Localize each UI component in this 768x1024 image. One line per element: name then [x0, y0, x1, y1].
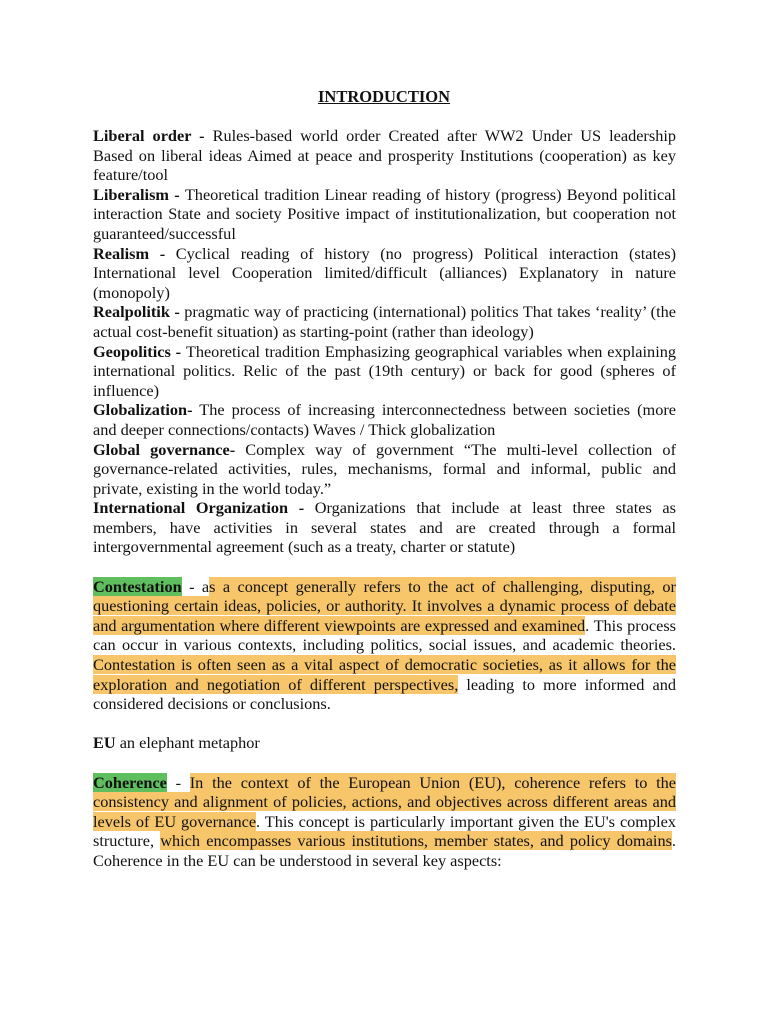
definition-text: Cyclical reading of history (no progress) Political interaction (states) International level Cooperation limited/difficult (alliances) Explanatory in nature (monopoly) — [93, 243, 677, 302]
highlighted-text: Contestation is often seen as a vital aspect of democratic societies, as it allows for the exploration and negotiation of different perspectives, — [93, 655, 676, 694]
definition-globalization — [93, 400, 676, 439]
paragraph-gap — [93, 753, 676, 773]
definition-international-organization: International Organization - Organizations that include at least three states as members, have activities in several states and are created through a formal intergovernmental agreement (such as a treaty, charter or statute) — [93, 498, 676, 557]
definition-realism: Realism - Cyclical reading of history (no progress) Political interaction (states) International level Cooperation limited/difficult (alliances) Explanatory in nature (monopoly) — [93, 243, 677, 302]
definition-text: Theoretical tradition Linear reading of history (progress) Beyond political interaction State and society Positive impact of institutionalization, but cooperation not guaranteed/successful — [93, 184, 677, 243]
term: Realism — [93, 243, 150, 263]
definition-liberal-order: Liberal order - Rules-based world order Created after WW2 Under US leadership Based on liberal ideas Aimed at peace and prosperity Institutions (cooperation) as key feature/tool — [93, 126, 676, 185]
term: Liberal order — [93, 126, 192, 145]
definition-text: Rules-based world order Created after WW2 Under US leadership Based on liberal ideas Aimed at peace and prosperity Institutions (cooperation) as key feature/tool — [93, 126, 676, 185]
definition-geopolitics: Geopolitics - Theoretical tradition Emphasizing geographical variables when explaining international politics. Relic of the past (19th century) or back for good (spheres of influence) — [93, 341, 676, 400]
definition-text: Complex way of government “The multi-level collection of governance-related activities, rules, mechanisms, formal and informal, public and private, existing in the world today.” — [93, 439, 676, 498]
definition-realpolitik: Realpolitik - pragmatic way of practicing (international) politics That takes ‘reality’ (the actual cost-benefit situation) as starting-point (rather than ideology) — [93, 302, 676, 341]
definition-text: The process of increasing interconnectedness between societies (more and deeper connections/contacts) Waves / Thick globalization — [93, 400, 676, 439]
term: Liberalism — [93, 184, 169, 204]
contestation-paragraph: Contestation - as a concept generally refers to the act of challenging, disputing, or questioning certain ideas, policies, or authority. It involves a dynamic process of debate and argumentation where different viewpoints are expressed and examined. This process can occur in various contexts, including politics, social issues, and academic theories. Contestation is often seen as a vital aspect of democratic societies, as it allows for the exploration and negotiation of different perspectives, leading to more informed and considered decisions or conclusions. — [93, 576, 676, 714]
term: Geopolitics — [93, 341, 171, 361]
coherence-term: Coherence — [93, 772, 167, 792]
term: Realpolitik — [93, 302, 170, 322]
definition-global-governance — [93, 440, 676, 499]
highlighted-text: s a concept generally refers to the act of challenging, disputing, or questioning certain ideas, policies, or authority. It involves a dynamic process of debate and argumentation where different viewpoints are expressed and examined — [93, 576, 676, 635]
definition-text: pragmatic way of practicing (international) politics That takes ‘reality’ (the actual cost-benefit situation) as starting-point (rather than ideology) — [93, 302, 676, 341]
paragraph-gap — [93, 714, 676, 734]
page-title: INTRODUCTION — [317, 87, 451, 106]
term: International Organization — [93, 498, 289, 518]
definition-liberalism: Liberalism - Theoretical tradition Linear reading of history (progress) Beyond political interaction State and society Positive impact of institutionalization, but cooperation not guaranteed/successful — [93, 184, 677, 243]
term: Global governance- — [93, 439, 236, 459]
eu-paragraph: EU an elephant metaphor — [93, 733, 260, 753]
highlighted-text: In the context of the European Union (EU), coherence refers to the consistency and alignment of policies, actions, and objectives across different areas and levels of EU governance — [93, 772, 677, 831]
contestation-term: Contestation — [93, 576, 182, 596]
paragraph-gap — [93, 557, 676, 577]
coherence-paragraph: Coherence - In the context of the European Union (EU), coherence refers to the consistency and alignment of policies, actions, and objectives across different areas and levels of EU governance. This concept is particularly important given the EU's complex structure, which encompasses various institutions, member states, and policy domains. Coherence in the EU can be understood in several key aspects: — [93, 772, 677, 870]
definition-text: Theoretical tradition Emphasizing geographical variables when explaining international politics. Relic of the past (19th century) or back for good (spheres of influence) — [93, 341, 676, 400]
eu-term: EU — [93, 733, 116, 753]
definition-text: Organizations that include at least three states as members, have activities in several states and are created through a formal intergovernmental agreement (such as a treaty, charter or statute) — [93, 498, 676, 557]
term: Globalization- — [93, 400, 193, 420]
highlighted-text: which encompasses various institutions, member states, and policy domains — [160, 831, 672, 851]
document-body — [93, 126, 676, 871]
